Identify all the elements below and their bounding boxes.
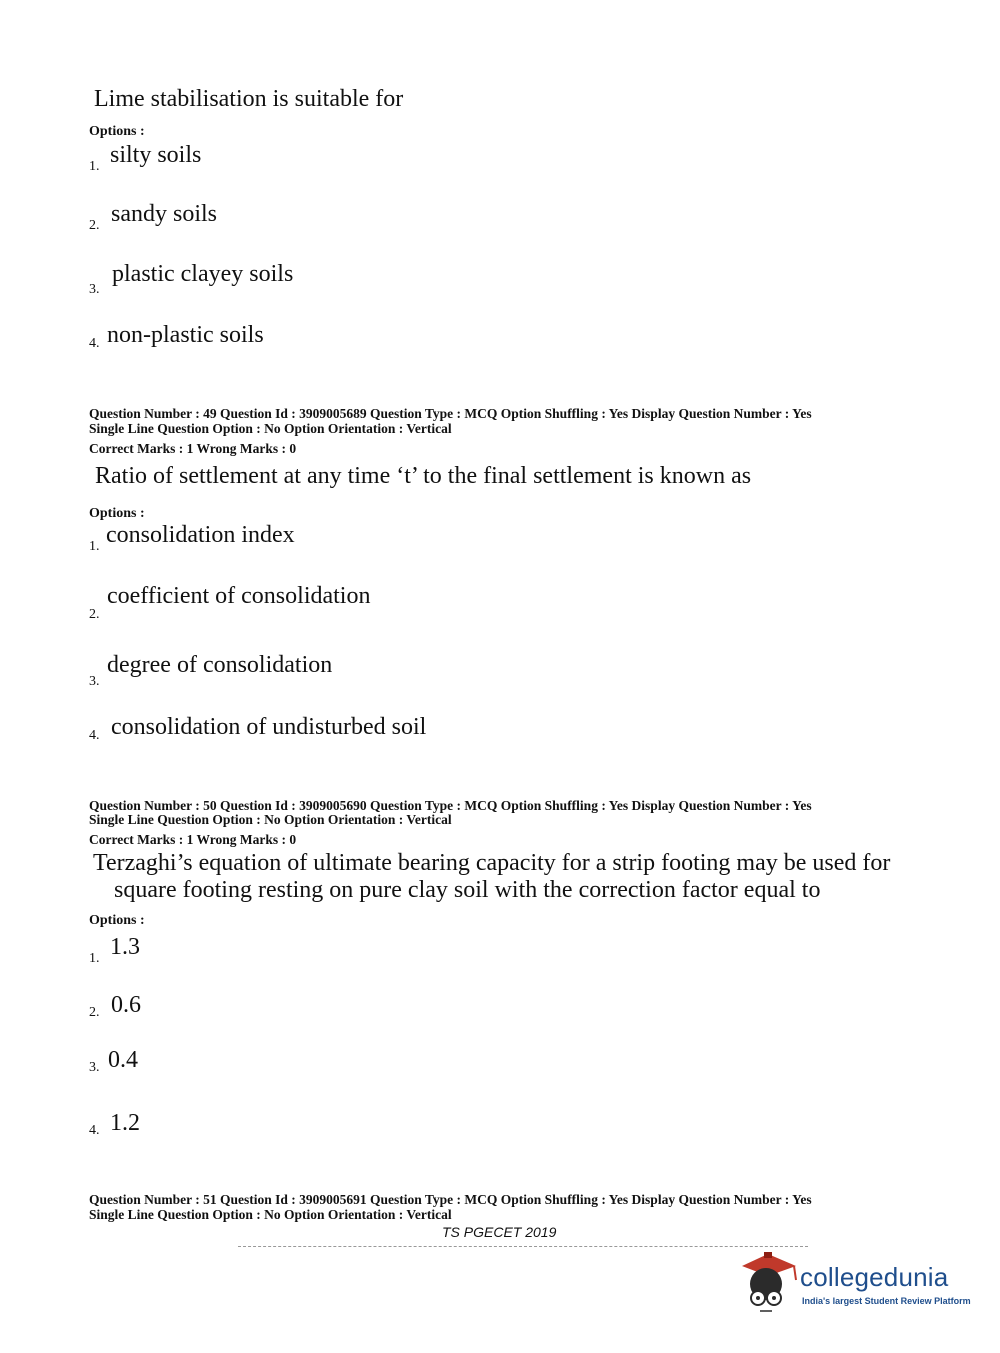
question-marks: Correct Marks : 1 Wrong Marks : 0 xyxy=(89,441,297,456)
option-number: 1. xyxy=(89,539,100,554)
option-number: 2. xyxy=(89,607,100,622)
option-number: 4. xyxy=(89,1123,100,1138)
question-marks: Correct Marks : 1 Wrong Marks : 0 xyxy=(89,832,297,847)
option-text: non-plastic soils xyxy=(107,322,264,348)
question-meta-options: Single Line Question Option : No Option Orientation : Vertical xyxy=(89,421,452,436)
option-text: consolidation of undisturbed soil xyxy=(111,714,427,740)
logo-tagline: India's largest Student Review Platform xyxy=(802,1296,971,1306)
option-text: degree of consolidation xyxy=(107,652,333,678)
option-number: 1. xyxy=(89,951,100,966)
option-text: silty soils xyxy=(110,142,202,168)
question-text-line-1: Terzaghi’s equation of ultimate bearing capacity for a strip footing may be used for xyxy=(93,850,891,876)
option-number: 3. xyxy=(89,282,100,297)
question-meta: Question Number : 50 Question Id : 3909005690 Question Type : MCQ Option Shuffling : Yes Display Question Number : Yes xyxy=(89,798,812,813)
question-text-line-2: square footing resting on pure clay soil with the correction factor equal to xyxy=(114,877,821,903)
graduate-mascot-icon xyxy=(738,1248,800,1314)
option-number: 2. xyxy=(89,218,100,233)
option-text: sandy soils xyxy=(111,201,218,227)
question-text: Ratio of settlement at any time ‘t’ to the final settlement is known as xyxy=(95,463,752,489)
logo-brand-name: collegedunia xyxy=(800,1262,949,1292)
footer-exam-name: TS PGECET 2019 xyxy=(442,1224,557,1240)
option-text: coefficient of consolidation xyxy=(107,583,371,609)
option-number: 2. xyxy=(89,1005,100,1020)
option-number: 4. xyxy=(89,728,100,743)
question-text: Lime stabilisation is suitable for xyxy=(94,86,404,112)
option-text: 1.3 xyxy=(110,934,140,960)
option-number: 3. xyxy=(89,674,100,689)
option-text: 0.4 xyxy=(108,1047,138,1073)
option-number: 3. xyxy=(89,1060,100,1075)
question-meta: Question Number : 49 Question Id : 3909005689 Question Type : MCQ Option Shuffling : Yes Display Question Number : Yes xyxy=(89,406,812,421)
options-label: Options : xyxy=(89,506,145,521)
option-number: 1. xyxy=(89,159,100,174)
question-meta-options: Single Line Question Option : No Option Orientation : Vertical xyxy=(89,1207,452,1222)
option-number: 4. xyxy=(89,336,100,351)
options-label: Options : xyxy=(89,913,145,928)
option-text: 0.6 xyxy=(111,992,141,1018)
question-meta: Question Number : 51 Question Id : 3909005691 Question Type : MCQ Option Shuffling : Yes Display Question Number : Yes xyxy=(89,1192,812,1207)
option-text: plastic clayey soils xyxy=(112,261,294,287)
footer-divider xyxy=(238,1246,808,1247)
option-text: consolidation index xyxy=(106,522,295,548)
options-label: Options : xyxy=(89,124,145,139)
option-text: 1.2 xyxy=(110,1110,140,1136)
collegedunia-logo xyxy=(738,1248,978,1318)
question-meta-options: Single Line Question Option : No Option Orientation : Vertical xyxy=(89,812,452,827)
